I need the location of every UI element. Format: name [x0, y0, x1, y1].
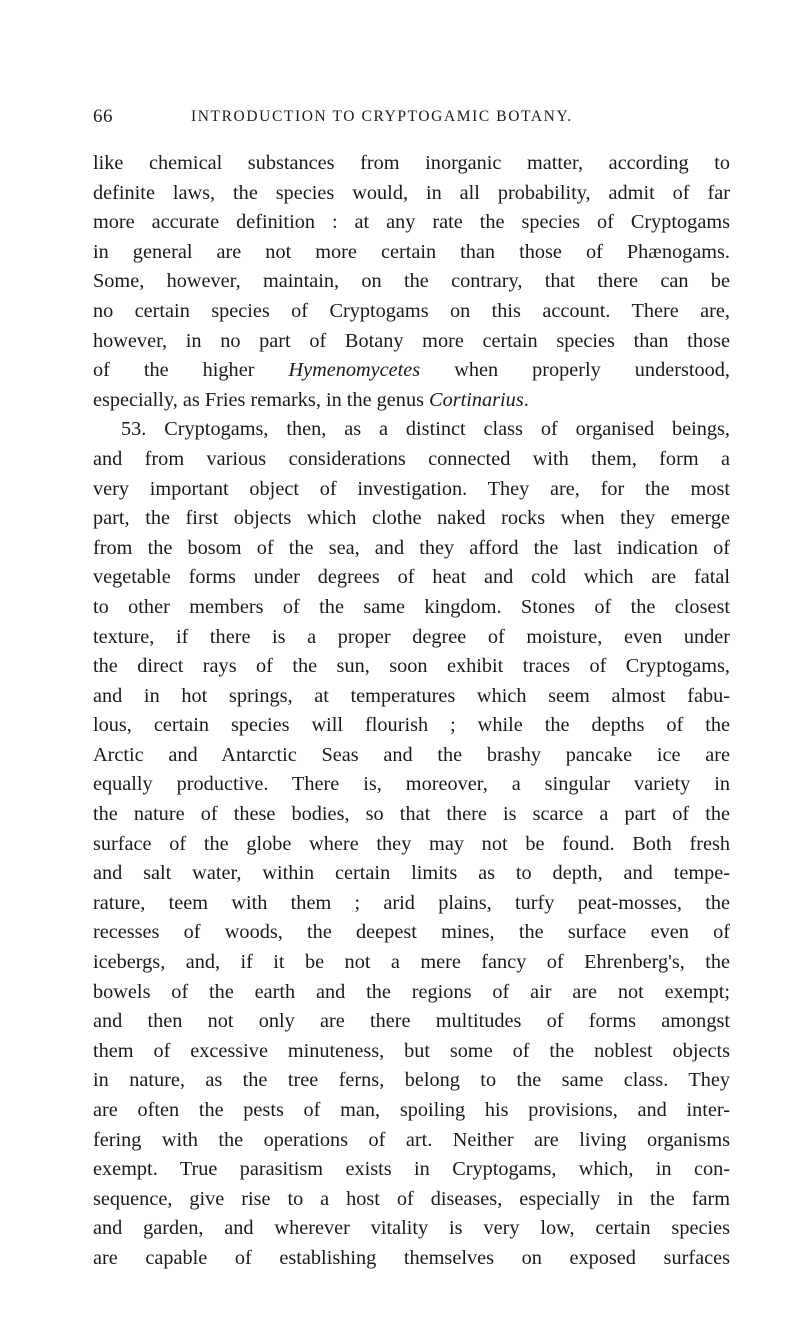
text-line — [93, 800, 730, 830]
line-text: and in hot springs, at temperatures which seem almost fabu- — [93, 684, 730, 707]
line-text: sequence, give rise to a host of diseases, especially in the farm — [93, 1187, 730, 1210]
line-text: very important object of investigation. They are, for the most — [93, 477, 730, 500]
line-text: icebergs, and, if it be not a mere fancy of Ehrenberg's, the — [93, 951, 730, 974]
line-text: lous, certain species will flourish ; while the depths of the — [93, 714, 730, 737]
line-text: especially, as Fries remarks, in the genus — [93, 388, 430, 411]
text-line — [93, 1007, 730, 1037]
text-line — [93, 830, 730, 860]
line-text: the direct rays of the sun, soon exhibit traces of Cryptogams, — [93, 655, 730, 678]
line-text: recesses of woods, the deepest mines, the surface even of — [93, 921, 730, 944]
text-line — [93, 1244, 730, 1274]
text-line — [93, 415, 730, 445]
text-line — [93, 1214, 730, 1244]
line-text: no certain species of Cryptogams on this account. There are, — [93, 299, 730, 322]
text-line — [93, 208, 730, 238]
line-text: Cryptogams, then, as a distinct class of organised beings, — [146, 418, 730, 441]
text-line — [93, 948, 730, 978]
line-text: Some, however, maintain, on the contrary, that there can be — [93, 270, 730, 293]
page-number: 66 — [93, 106, 113, 127]
text-line — [93, 563, 730, 593]
text-line — [93, 593, 730, 623]
line-text: however, in no part of Botany more certain species than those — [93, 329, 730, 352]
line-text: to other members of the same kingdom. Stones of the closest — [93, 595, 730, 618]
text-line — [93, 149, 730, 179]
text-line — [93, 741, 730, 771]
text-line — [93, 504, 730, 534]
text-line — [93, 356, 730, 386]
text-line — [93, 770, 730, 800]
line-text: equally productive. There is, moreover, a singular variety in — [93, 773, 730, 796]
text-line — [93, 1096, 730, 1126]
text-line — [93, 889, 730, 919]
text-line — [93, 1155, 730, 1185]
line-text: exempt. True parasitism exists in Cryptogams, which, in con- — [93, 1158, 730, 1181]
line-text: are capable of establishing themselves on exposed surfaces — [93, 1246, 730, 1269]
text-line — [93, 267, 730, 297]
text-line — [93, 534, 730, 564]
running-head — [93, 106, 718, 132]
section-number: 53. — [121, 418, 147, 441]
text-line — [93, 327, 730, 357]
line-text: definite laws, the species would, in all probability, admit of far — [93, 181, 730, 204]
line-text: are often the pests of man, spoiling his provisions, and inter- — [93, 1099, 730, 1121]
line-text: part, the first objects which clothe naked rocks when they emerge — [93, 507, 730, 530]
italic-term: Hymenomycetes — [288, 359, 421, 382]
line-text: from the bosom of the sea, and they afford the last indication of — [93, 536, 730, 559]
line-text-after: . — [523, 388, 529, 411]
line-text: more accurate definition : at any rate the species of Cryptogams — [93, 211, 730, 234]
text-line — [93, 1126, 730, 1156]
text-line — [93, 179, 730, 209]
line-text: rature, teem with them ; arid plains, turfy peat-mosses, the — [93, 891, 730, 914]
line-text: like chemical substances from inorganic matter, according to — [93, 152, 730, 174]
text-line — [93, 859, 730, 889]
line-text: of the higher — [93, 359, 289, 382]
text-line — [93, 386, 730, 416]
line-text: in nature, as the tree ferns, belong to the same class. They — [93, 1069, 730, 1092]
line-text: Arctic and Antarctic Seas and the brashy pancake ice are — [93, 743, 730, 766]
text-line — [93, 978, 730, 1008]
text-line — [93, 711, 730, 741]
text-line — [93, 297, 730, 327]
text-line — [93, 445, 730, 475]
text-line — [93, 652, 730, 682]
line-text: and then not only are there multitudes of forms amongst — [93, 1010, 730, 1033]
text-line — [93, 1066, 730, 1096]
line-text: vegetable forms under degrees of heat and cold which are fatal — [93, 566, 730, 589]
line-text: and from various considerations connected with them, form a — [93, 447, 730, 470]
line-text: them of excessive minuteness, but some of the noblest objects — [93, 1039, 730, 1062]
running-title: INTRODUCTION TO CRYPTOGAMIC BOTANY. — [191, 108, 573, 125]
line-text: and garden, and wherever vitality is very low, certain species — [93, 1217, 730, 1240]
text-line — [93, 1037, 730, 1067]
text-line — [93, 682, 730, 712]
line-text: the nature of these bodies, so that there is scarce a part of the — [93, 803, 730, 826]
line-text: bowels of the earth and the regions of air are not exempt; — [93, 980, 730, 1003]
line-text: texture, if there is a proper degree of moisture, even under — [93, 625, 730, 648]
text-line — [93, 238, 730, 268]
italic-term: Cortinarius — [429, 388, 524, 411]
line-text: and salt water, within certain limits as to depth, and tempe- — [93, 862, 730, 885]
body-text — [93, 149, 730, 1274]
line-text: in general are not more certain than those of Phænogams. — [93, 240, 730, 263]
text-line — [93, 918, 730, 948]
line-text: fering with the operations of art. Neither are living organisms — [93, 1128, 730, 1151]
line-text: surface of the globe where they may not be found. Both fresh — [93, 832, 730, 855]
text-line — [93, 623, 730, 653]
text-line — [93, 1185, 730, 1215]
text-line — [93, 475, 730, 505]
line-text-after: when properly understood, — [420, 359, 730, 382]
